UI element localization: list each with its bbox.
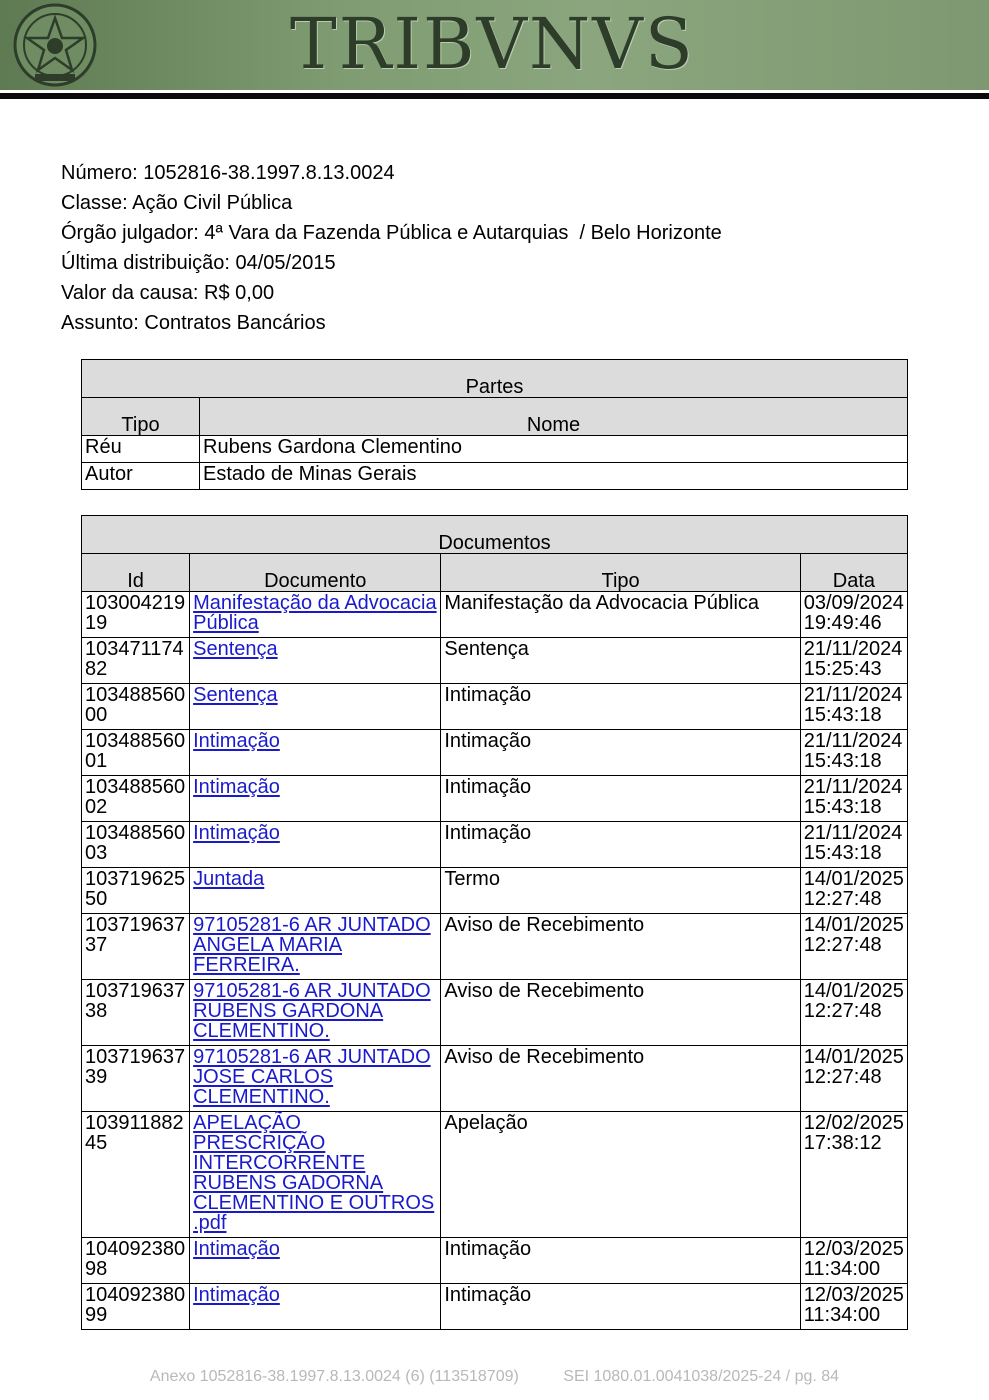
document-row	[82, 638, 908, 684]
page-header	[0, 0, 989, 90]
parties-caption: Partes	[82, 360, 908, 398]
parties-row	[82, 436, 908, 463]
document-row	[82, 684, 908, 730]
page-footer	[0, 1368, 989, 1386]
party-type: Autor	[82, 463, 200, 490]
document-link[interactable]: Manifestação da Advocacia Pública	[193, 592, 437, 634]
document-type: Aviso de Recebimento	[444, 980, 645, 1002]
footer-annex: Anexo 1052816-38.1997.8.13.0024 (6) (113518709)	[149, 1368, 519, 1385]
document-row	[82, 1238, 908, 1284]
document-id: 10391188245	[85, 1112, 184, 1154]
documents-col-data: Data	[800, 554, 907, 592]
document-type: Aviso de Recebimento	[444, 914, 645, 936]
document-link[interactable]: Sentença	[193, 684, 278, 706]
judging-body: Órgão julgador: 4ª Vara da Fazenda Pública e Autarquias / Belo Horizonte	[61, 222, 722, 244]
document-date: 21/11/2024 15:25:43	[803, 638, 903, 680]
process-number: Número: 1052816-38.1997.8.13.0024	[61, 162, 395, 184]
parties-col-nome: Nome	[200, 398, 908, 436]
document-type: Intimação	[444, 776, 532, 798]
party-type: Réu	[82, 436, 200, 463]
document-id: 10371962550	[85, 868, 186, 910]
documents-col-documento: Documento	[190, 554, 441, 592]
document-date: 21/11/2024 15:43:18	[803, 730, 903, 772]
document-type: Aviso de Recebimento	[444, 1046, 645, 1068]
document-id: 10348856003	[85, 822, 186, 864]
document-date: 12/03/2025 11:34:00	[803, 1238, 904, 1280]
document-row	[82, 822, 908, 868]
document-link[interactable]: 97105281-6 AR JUNTADO ANGELA MARIA FERREIRA.	[193, 914, 431, 976]
document-row	[82, 776, 908, 822]
document-type: Intimação	[444, 684, 532, 706]
document-id: 10348856001	[85, 730, 186, 772]
document-link[interactable]: 97105281-6 AR JUNTADO RUBENS GARDONA CLEMENTINO.	[193, 980, 431, 1042]
document-date: 03/09/2024 19:49:46	[803, 592, 904, 634]
document-link[interactable]: Intimação	[193, 730, 280, 752]
document-link[interactable]: Sentença	[193, 638, 278, 660]
document-date: 21/11/2024 15:43:18	[803, 776, 903, 818]
document-date: 12/02/2025 17:38:12	[803, 1112, 904, 1154]
document-id: 10300421919	[85, 592, 186, 634]
documents-col-tipo: Tipo	[441, 554, 800, 592]
case-subject: Assunto: Contratos Bancários	[61, 312, 326, 334]
document-link[interactable]: Intimação	[193, 1238, 280, 1260]
document-date: 21/11/2024 15:43:18	[803, 684, 903, 726]
documents-col-id: Id	[82, 554, 190, 592]
brand-title: TRIBVNVS	[290, 3, 695, 85]
document-link[interactable]: Intimação	[193, 822, 280, 844]
document-id: 10409238099	[85, 1284, 186, 1326]
document-row	[82, 868, 908, 914]
document-date: 14/01/2025 12:27:48	[803, 1046, 904, 1088]
document-link[interactable]: Intimação	[193, 776, 280, 798]
document-row	[82, 730, 908, 776]
document-id: 10409238098	[85, 1238, 186, 1280]
document-date: 12/03/2025 11:34:00	[803, 1284, 904, 1326]
document-link[interactable]: APELAÇÃO PRESCRIÇÃO INTERCORRENTE RUBENS GADORNA CLEMENTINO E OUTROS .pdf	[193, 1112, 435, 1234]
document-type: Intimação	[444, 1238, 532, 1260]
document-row	[82, 592, 908, 638]
parties-row	[82, 463, 908, 490]
document-id: 10348856002	[85, 776, 186, 818]
document-row	[82, 914, 908, 980]
document-link[interactable]: Intimação	[193, 1284, 280, 1306]
document-id: 10371963739	[85, 1046, 186, 1088]
document-type: Sentença	[444, 638, 529, 660]
documents-table	[81, 515, 908, 1330]
documents-caption: Documentos	[82, 516, 908, 554]
document-id: 10371963737	[85, 914, 186, 956]
header-divider-dark	[0, 93, 989, 99]
document-date: 14/01/2025 12:27:48	[803, 980, 904, 1022]
document-row	[82, 1112, 908, 1238]
document-type: Manifestação da Advocacia Pública	[444, 592, 760, 614]
document-type: Intimação	[444, 730, 532, 752]
document-row	[82, 980, 908, 1046]
party-name: Estado de Minas Gerais	[200, 463, 908, 490]
document-date: 21/11/2024 15:43:18	[803, 822, 903, 864]
parties-col-tipo: Tipo	[82, 398, 200, 436]
parties-table	[81, 359, 908, 490]
last-distribution: Última distribuição: 04/05/2015	[61, 252, 336, 274]
document-date: 14/01/2025 12:27:48	[803, 868, 904, 910]
document-type: Intimação	[444, 1284, 532, 1306]
document-id: 10371963738	[85, 980, 186, 1022]
document-link[interactable]: 97105281-6 AR JUNTADO JOSE CARLOS CLEMENTINO.	[193, 1046, 431, 1108]
coat-of-arms-icon	[10, 2, 100, 88]
document-link[interactable]: Juntada	[193, 868, 265, 890]
party-name: Rubens Gardona Clementino	[200, 436, 908, 463]
document-id: 10348856000	[85, 684, 186, 726]
process-metadata	[61, 158, 722, 338]
process-class: Classe: Ação Civil Pública	[61, 192, 293, 214]
document-date: 14/01/2025 12:27:48	[803, 914, 904, 956]
document-row	[82, 1284, 908, 1330]
document-type: Termo	[444, 868, 500, 890]
document-row	[82, 1046, 908, 1112]
footer-sei-page: SEI 1080.01.0041038/2025-24 / pg. 84	[563, 1368, 840, 1385]
document-id: 10347117482	[85, 638, 184, 680]
case-value: Valor da causa: R$ 0,00	[61, 282, 275, 304]
document-type: Intimação	[444, 822, 532, 844]
document-type: Apelação	[444, 1112, 528, 1134]
